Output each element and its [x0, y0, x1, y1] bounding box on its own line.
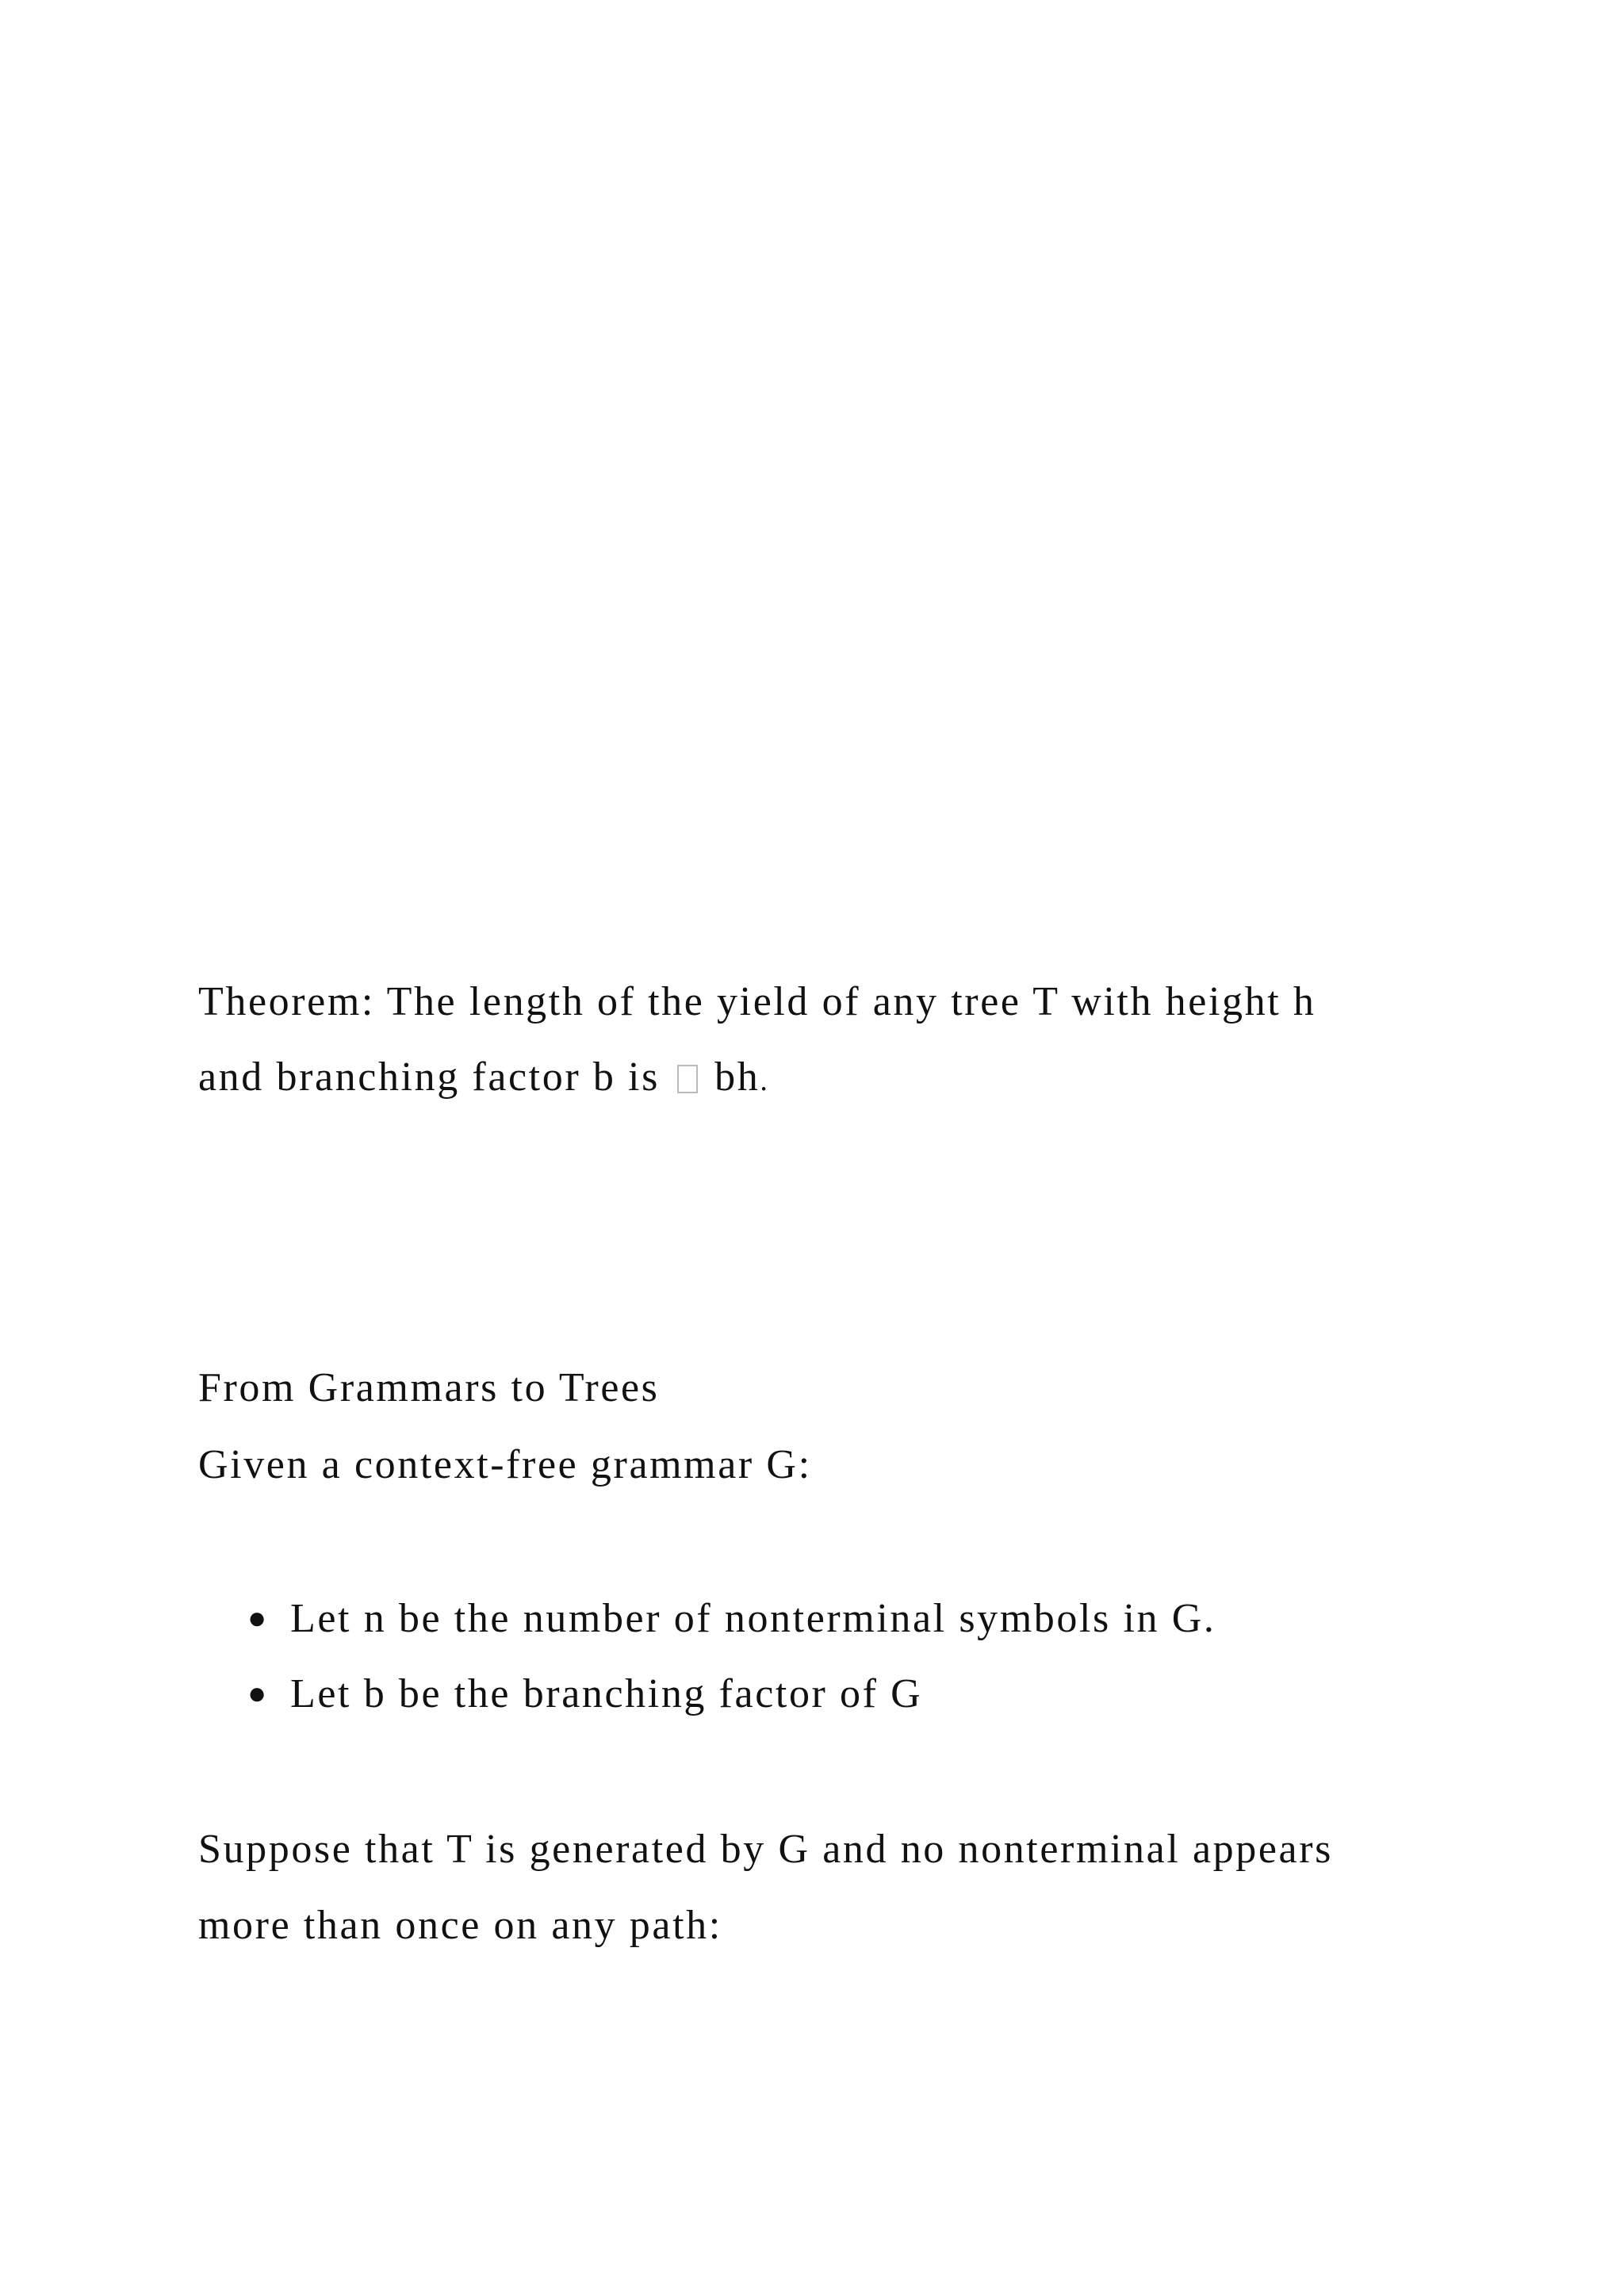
theorem-text-2-suffix: bh [714, 1054, 760, 1100]
theorem-text-1: Theorem: The length of the yield of any tree T with height h [198, 979, 1316, 1024]
list-item [247, 1671, 923, 1716]
section-heading [198, 1365, 660, 1410]
list-item-text: Let n be the number of nonterminal symbols in G. [290, 1596, 1216, 1641]
list-item-text: Let b be the branching factor of G [290, 1671, 923, 1716]
theorem-period: . [760, 1064, 770, 1097]
bullet-icon: ● [247, 1675, 269, 1711]
section-intro-text: Given a context-free grammar G: [198, 1442, 812, 1487]
list-item [247, 1598, 1216, 1640]
theorem-line-1 [198, 979, 1316, 1024]
section-intro [198, 1442, 812, 1487]
suppose-text-2: more than once on any path: [198, 1903, 722, 1948]
theorem-text-2-prefix: and branching factor b is [198, 1054, 660, 1100]
section-heading-text: From Grammars to Trees [198, 1365, 660, 1410]
suppose-line-2 [198, 1905, 722, 1946]
missing-glyph-icon [677, 1065, 698, 1093]
theorem-line-2 [198, 1054, 770, 1100]
bullet-icon: ● [247, 1600, 269, 1636]
suppose-text-1: Suppose that T is generated by G and no nonterminal appears [198, 1827, 1333, 1872]
suppose-line-1 [198, 1829, 1333, 1870]
